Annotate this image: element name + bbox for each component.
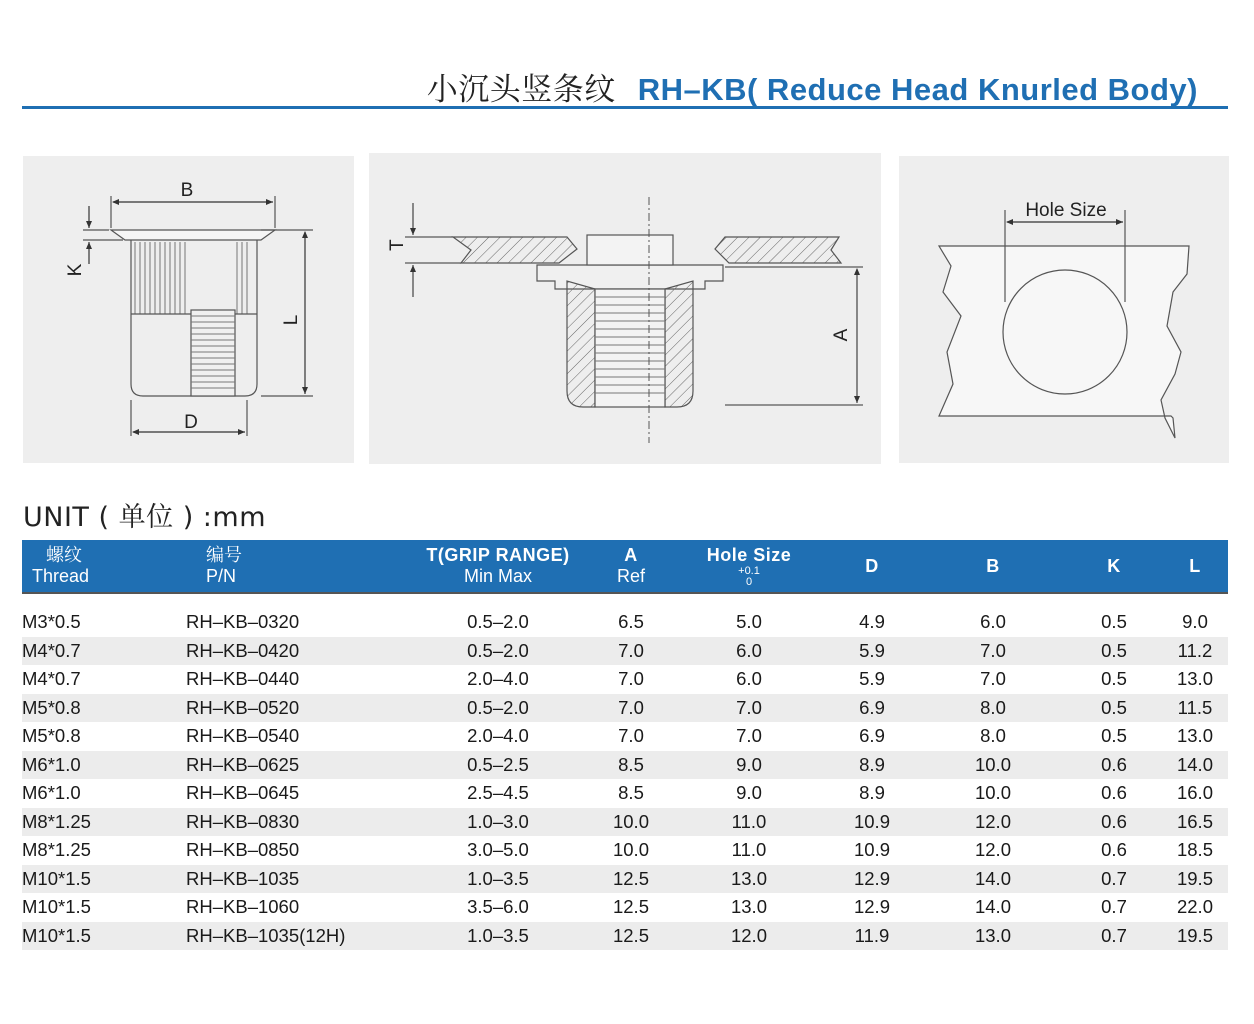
cell-thread: M3*0.5 [22, 611, 81, 633]
cell-thread: M4*0.7 [22, 637, 178, 666]
label-a: A [831, 328, 852, 342]
cell-thread: M10*1.5 [22, 922, 178, 951]
cell-k: 0.7 [1066, 922, 1162, 951]
unit-label: UNIT ( 单位 ) :mm [23, 502, 267, 533]
table-row [22, 836, 1228, 865]
cell-d: 12.9 [824, 865, 920, 894]
header-k [1066, 540, 1162, 593]
cell-a-ref: 6.5 [618, 611, 644, 633]
cell-hole-size: 6.0 [674, 637, 824, 666]
cell-d: 4.9 [859, 611, 885, 633]
table-row [22, 751, 1228, 780]
cell-pn: RH–KB–0540 [186, 725, 300, 747]
cell-k: 0.5 [1101, 668, 1127, 690]
table-row [22, 637, 1228, 666]
cell-k: 0.7 [1101, 896, 1127, 918]
cell-d: 12.9 [853, 896, 890, 918]
cell-d: 8.9 [859, 782, 885, 804]
header-a-title: A [624, 545, 638, 565]
cell-grip-range: 2.0–4.0 [467, 668, 529, 690]
header-hole-size [674, 540, 824, 593]
label-t: T [387, 239, 408, 251]
cell-grip-range: 2.0–4.0 [467, 725, 529, 747]
cell-thread: M8*1.25 [22, 808, 178, 837]
table-row [22, 608, 1228, 637]
cell-thread: M5*0.8 [22, 725, 81, 747]
table-row [22, 808, 1228, 837]
cell-hole-size: 7.0 [674, 694, 824, 723]
table-row [22, 665, 1228, 694]
cell-a-ref: 10.0 [612, 839, 649, 861]
cell-l: 11.2 [1162, 637, 1228, 666]
cell-l: 19.5 [1162, 922, 1228, 951]
cell-hole-size: 11.0 [674, 808, 824, 837]
cell-pn: RH–KB–0830 [178, 808, 408, 837]
section-view-diagram [369, 153, 881, 464]
cell-hole-size: 12.0 [674, 922, 824, 951]
cell-k: 0.7 [1066, 865, 1162, 894]
table-row [22, 865, 1228, 894]
header-t-title: T(GRIP RANGE) [426, 545, 570, 565]
body-view-diagram [23, 156, 354, 463]
cell-k: 0.5 [1066, 694, 1162, 723]
cell-grip-range: 0.5–2.0 [408, 694, 588, 723]
cell-hole-size: 13.0 [730, 896, 767, 918]
cell-b: 7.0 [920, 637, 1066, 666]
cell-b: 8.0 [980, 725, 1006, 747]
cell-pn: RH–KB–1060 [186, 896, 300, 918]
label-b: B [180, 180, 194, 201]
cell-l: 13.0 [1176, 725, 1213, 747]
cell-pn: RH–KB–0850 [186, 839, 300, 861]
cell-k: 0.5 [1066, 637, 1162, 666]
cell-grip-range: 1.0–3.5 [408, 865, 588, 894]
cell-grip-range: 3.5–6.0 [467, 896, 529, 918]
cell-pn: RH–KB–1035 [178, 865, 408, 894]
cell-d: 11.9 [824, 922, 920, 951]
cell-b: 10.0 [974, 782, 1011, 804]
cell-d: 8.9 [824, 751, 920, 780]
cell-b: 14.0 [974, 896, 1011, 918]
cell-a-ref: 12.5 [588, 922, 674, 951]
header-b-title: B [986, 555, 1000, 576]
cell-grip-range: 0.5–2.0 [467, 611, 529, 633]
table-row [22, 694, 1228, 723]
cell-b: 6.0 [980, 611, 1006, 633]
hole-size-drawing [899, 156, 1229, 463]
table-row [22, 922, 1228, 951]
header-d-title: D [865, 555, 879, 576]
cell-pn: RH–KB–1035(12H) [178, 922, 408, 951]
cell-d: 5.9 [859, 668, 885, 690]
header-hole-tol-upper: +0.1 [738, 564, 760, 577]
cell-a-ref: 8.5 [588, 751, 674, 780]
cell-hole-size: 5.0 [736, 611, 762, 633]
label-d: D [184, 412, 198, 433]
header-k-title: K [1107, 555, 1121, 576]
header-pn-cn: 编号 [206, 545, 242, 565]
table-row [22, 779, 1228, 808]
header-t [408, 540, 588, 593]
title-bar [22, 58, 1228, 109]
cell-thread: M6*1.0 [22, 751, 178, 780]
cell-l: 11.5 [1162, 694, 1228, 723]
cell-thread: M5*0.8 [22, 694, 178, 723]
cell-grip-range: 0.5–2.0 [408, 637, 588, 666]
cell-pn: RH–KB–0440 [186, 668, 300, 690]
cell-b: 8.0 [920, 694, 1066, 723]
cell-l: 16.5 [1162, 808, 1228, 837]
cell-a-ref: 8.5 [618, 782, 644, 804]
header-hole-tol-lower: 0 [745, 575, 753, 588]
cell-hole-size: 9.0 [674, 751, 824, 780]
cell-grip-range: 2.5–4.5 [467, 782, 529, 804]
cell-k: 0.5 [1101, 611, 1127, 633]
cell-l: 9.0 [1182, 611, 1208, 633]
table-header-row [22, 540, 1228, 593]
cell-l: 13.0 [1176, 668, 1213, 690]
cell-hole-size: 11.0 [731, 839, 767, 861]
cell-b: 12.0 [974, 839, 1011, 861]
cell-hole-size: 9.0 [736, 782, 762, 804]
cell-pn: RH–KB–0320 [186, 611, 300, 633]
cell-grip-range: 1.0–3.0 [408, 808, 588, 837]
spec-table [22, 540, 1228, 950]
cell-thread: M10*1.5 [22, 896, 91, 918]
cell-a-ref: 7.0 [588, 637, 674, 666]
cell-d: 5.9 [824, 637, 920, 666]
header-divider [22, 593, 1228, 608]
cell-thread: M4*0.7 [22, 668, 81, 690]
table-row [22, 893, 1228, 922]
cell-l: 14.0 [1162, 751, 1228, 780]
cell-a-ref: 7.0 [588, 694, 674, 723]
cell-d: 6.9 [824, 694, 920, 723]
header-divider-cell [22, 593, 1228, 608]
cell-hole-size: 7.0 [736, 725, 762, 747]
cell-d: 6.9 [859, 725, 885, 747]
cell-grip-range: 1.0–3.5 [408, 922, 588, 951]
cell-pn: RH–KB–0420 [178, 637, 408, 666]
cell-k: 0.6 [1066, 751, 1162, 780]
cell-a-ref: 7.0 [618, 725, 644, 747]
page-title [427, 64, 1198, 109]
cell-thread: M8*1.25 [22, 839, 91, 861]
label-hole-size: Hole Size [1025, 200, 1107, 221]
cell-k: 0.6 [1101, 782, 1127, 804]
cell-pn: RH–KB–0645 [186, 782, 300, 804]
cell-thread: M6*1.0 [22, 782, 81, 804]
cell-a-ref: 12.5 [588, 865, 674, 894]
header-a-sub: Ref [616, 566, 645, 586]
cell-thread: M10*1.5 [22, 865, 178, 894]
cell-b: 14.0 [920, 865, 1066, 894]
header-pn-en: P/N [206, 566, 237, 586]
cell-pn: RH–KB–0520 [178, 694, 408, 723]
table-body [22, 608, 1228, 950]
header-d [824, 540, 920, 593]
label-k: K [65, 263, 86, 277]
cell-a-ref: 7.0 [618, 668, 644, 690]
cell-k: 0.6 [1066, 808, 1162, 837]
cell-b: 10.0 [920, 751, 1066, 780]
cell-d: 10.9 [853, 839, 890, 861]
header-l [1162, 540, 1228, 593]
cell-k: 0.5 [1101, 725, 1127, 747]
cell-l: 18.5 [1176, 839, 1213, 861]
cell-l: 19.5 [1162, 865, 1228, 894]
hole-size-diagram [899, 156, 1229, 463]
header-thread [22, 540, 178, 593]
header-l-title: L [1189, 555, 1201, 576]
title-chinese: 小沉头竖条纹 [426, 72, 616, 108]
header-a [588, 540, 674, 593]
cell-grip-range: 0.5–2.5 [408, 751, 588, 780]
table-row [22, 722, 1228, 751]
cell-b: 7.0 [980, 668, 1006, 690]
cell-hole-size: 6.0 [736, 668, 762, 690]
cell-grip-range: 3.0–5.0 [467, 839, 529, 861]
section-view-drawing [369, 153, 881, 464]
cell-l: 22.0 [1176, 896, 1213, 918]
label-l: L [281, 314, 302, 326]
cell-k: 0.6 [1101, 839, 1127, 861]
cell-hole-size: 13.0 [674, 865, 824, 894]
cell-a-ref: 12.5 [612, 896, 649, 918]
cell-pn: RH–KB–0625 [178, 751, 408, 780]
cell-d: 10.9 [824, 808, 920, 837]
title-english: RH–KB( Reduce Head Knurled Body) [637, 72, 1198, 107]
header-pn [178, 540, 408, 593]
header-hole-title: Hole Size [706, 544, 792, 565]
header-thread-en: Thread [32, 566, 90, 586]
header-t-sub: Min Max [463, 566, 532, 586]
cell-b: 12.0 [920, 808, 1066, 837]
cell-b: 13.0 [920, 922, 1066, 951]
body-view-drawing [23, 156, 354, 463]
header-b [920, 540, 1066, 593]
header-thread-cn: 螺纹 [46, 545, 82, 565]
cell-a-ref: 10.0 [588, 808, 674, 837]
cell-l: 16.0 [1176, 782, 1213, 804]
